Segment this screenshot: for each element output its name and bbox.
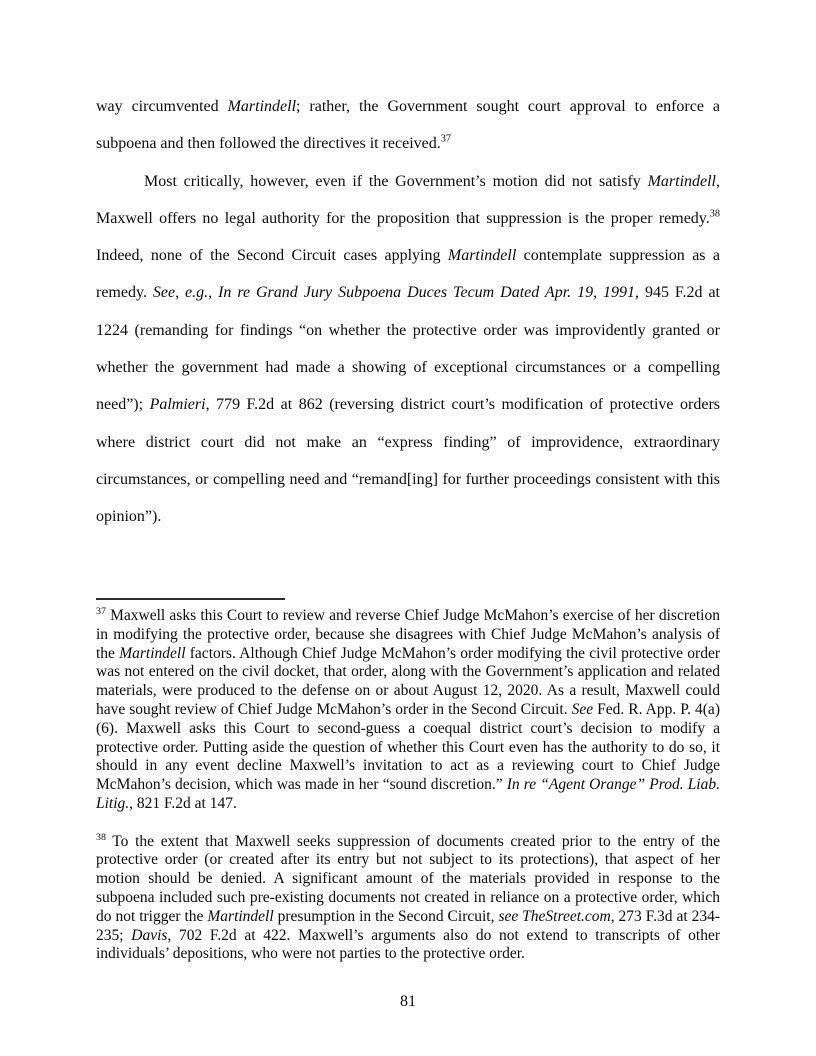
page-number: 81 [400,993,416,1010]
body-text [96,88,720,536]
italic-run: Martindell [119,644,186,662]
text-run: , 821 F.2d at 147. [129,794,237,812]
text-run: , Maxwell offers no legal authority for the proposition that suppression is the proper remedy. [96,172,720,227]
body-paragraph-continuation [96,88,720,163]
italic-run: Martindell [227,98,297,115]
text-run: contemplate suppression as a remedy. [96,247,720,302]
italic-run: In re Grand Jury Subpoena Duces Tecum Dated Apr. 19, 1991 [218,284,636,302]
footnotes-section [96,598,720,964]
footnote-38 [96,833,720,965]
italic-run: Palmieri [149,396,206,414]
text-run: , 945 F.2d at 1224 (remanding for findings “on whether the protective order was improvidently granted or whether the government had made a showing of exceptional circumstances or a compelling need”); [96,284,720,414]
footnote-reference: 37 [440,133,451,145]
footnote-reference: 38 [96,831,106,843]
text-run: Maxwell asks this Court to review and reverse Chief Judge McMahon’s exercise of her discretion in modifying the protective order, because she disagrees with Chief Judge McMahon’s analysis of the [96,607,720,662]
text-run: Indeed, none of the Second Circuit cases applying [96,247,448,265]
text-run: , 779 F.2d at 862 (reversing district court’s modification of protective orders where district court did not make an “express finding” of improvidence, extraordinary circumstances, or compelling need and “remand[ing] for further proceedings consistent with this opinion”). [96,396,721,526]
footnote-separator-rule [96,598,285,600]
italic-run: Martindell [447,247,517,265]
text-run: factors. Although Chief Judge McMahon’s order modifying the civil protective order was not entered on the civil docket, that order, along with the Government’s application and related materials, were produced to the defense on or about August 12, 2020. As a result, Maxwell could have sought review of Chief Judge McMahon’s order in the Second Circuit. [96,644,721,718]
text-run: To the extent that Maxwell seeks suppression of documents created prior to the entry of the protective order (or created after its entry but not subject to its protections), that aspect of her motion should be denied. A significant amount of the materials provided in response to the subpoena included such pre-existing documents not created in reliance on a protective order, which do not trigger the [96,832,720,925]
text-run: , 273 F.3d at 234-235; [96,907,720,944]
italic-run: Martindell [647,172,716,190]
footnote-reference: 37 [96,605,106,617]
text-run: presumption in the Second Circuit, [273,907,499,925]
footnote-37 [96,607,720,814]
text-run: Fed. R. App. P. 4(a)(6). Maxwell asks this Court to second-guess a coequal district court’s decision to modify a protective order. Putting aside the question of whether this Court even has the authority to do so, it should in any event decline Maxwell’s invitation to act as a reviewing court to Chief Judge McMahon’s decision, which was made in her “sound discretion.” [96,700,720,794]
text-run: , 702 F.2d at 422. Maxwell’s arguments also do not extend to transcripts of other individuals’ depositions, who were not parties to the protective order. [96,926,720,963]
italic-run: See, e.g. [152,284,209,302]
text-run: , [208,284,219,302]
text-run: way circumvented [96,98,228,115]
italic-run: Martindell [207,907,274,925]
text-run: Most critically, however, even if the Government’s motion did not satisfy [144,172,648,190]
italic-run: Davis [131,926,168,944]
body-paragraph [96,163,720,536]
italic-run: In re “Agent Orange” Prod. Liab. Litig. [96,776,720,812]
text-run: ; rather, the Government sought court approval to enforce a subpoena and then followed the directives it received. [96,98,720,153]
footnote-reference: 38 [709,208,720,220]
italic-run: see TheStreet.com [498,907,611,925]
italic-run: See [571,700,594,718]
